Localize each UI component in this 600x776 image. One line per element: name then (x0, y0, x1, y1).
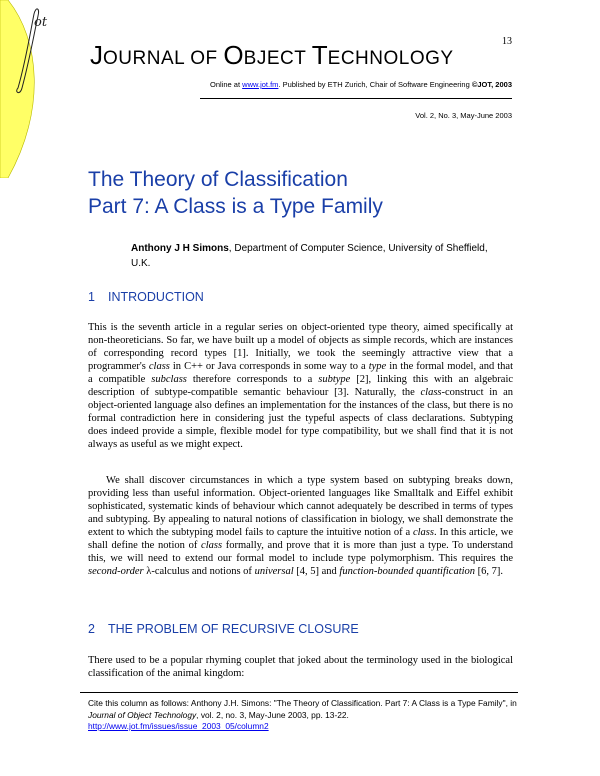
svg-text:ot: ot (34, 15, 48, 30)
header-divider (200, 98, 512, 99)
article-title-line1: The Theory of Classification (88, 168, 348, 191)
volume-info: Vol. 2, No. 3, May-June 2003 (415, 111, 512, 120)
section-heading-recursive-closure: 2 THE PROBLEM OF RECURSIVE CLOSURE (88, 622, 359, 636)
footer-divider (80, 692, 518, 693)
journal-link[interactable]: www.jot.fm (242, 80, 279, 89)
journal-title: JOURNAL OF OBJECT TECHNOLOGY (90, 40, 454, 70)
paragraph-intro-2: We shall discover circumstances in which a type system based on subtyping breaks down, providing less than useful information. Object-oriented languages like Smalltalk and Eiffel exhibit sophisticated, systematic kinds of behaviour which cannot adequately be described in terms of types and subtyping. By appealing to natural notions of classification in biology, we shall demonstrate the extent to which the subtyping model fails to capture the intuitive notion of a class. In this article, we shall define the notion of class formally, and prove that it is more than just a type. To understand this, we will need to extend our formal model to include type polymorphism. This requires the second-order λ-calculus and notions of universal [4, 5] and function-bounded quantification [6, 7]. (88, 475, 513, 578)
article-title (88, 166, 383, 220)
author-block (131, 241, 491, 271)
citation-link[interactable]: http://www.jot.fm/issues/issue_2003_05/column2 (88, 721, 269, 731)
article-title-line2: Part 7: A Class is a Type Family (88, 195, 383, 218)
author-affiliation: , Department of Computer Science, University of Sheffield, U.K. (131, 243, 488, 269)
jot-logo (0, 0, 48, 178)
section-heading-introduction: 1 INTRODUCTION (88, 290, 204, 304)
publication-line: Online at www.jot.fm. Published by ETH Zurich, Chair of Software Engineering ©JOT, 2003 (210, 80, 512, 89)
page-number: 13 (502, 36, 512, 47)
paragraph-section2: There used to be a popular rhyming couplet that joked about the terminology used in the biological classification of the animal kingdom: (88, 655, 513, 680)
paragraph-intro-1: This is the seventh article in a regular series on object-oriented type theory, aimed specifically at non-theoreticians. So far, we have built up a model of objects as simple records, which are instances of corresponding record types [1]. Initially, we took the seemingly attractive view that a programmer's class in C++ or Java corresponds in some way to a type in the formal model, and that a compatible subclass therefore corresponds to a subtype [2], linking this with an algebraic description of subtype-compatible semantic behaviour [3]. Naturally, the class-construct in an object-oriented language also defines an implementation for the instances of the class, but there is no formal contradiction here in considering just the typeful aspects of class declarations. Subtyping does indeed provide a simple, flexible model for type compatibility, but we shall find that it is not always as useful as we might expect. (88, 322, 514, 451)
citation-note: Cite this column as follows: Anthony J.H. Simons: "The Theory of Classification. Part 7: A Class is a Type Family", in Journal of Object Technology, vol. 2, no. 3, May-June 2003, pp. 13-22. http://www.jot.fm/issues/issue_2003_05/column2 (88, 698, 517, 731)
author-name: Anthony J H Simons (131, 243, 229, 254)
